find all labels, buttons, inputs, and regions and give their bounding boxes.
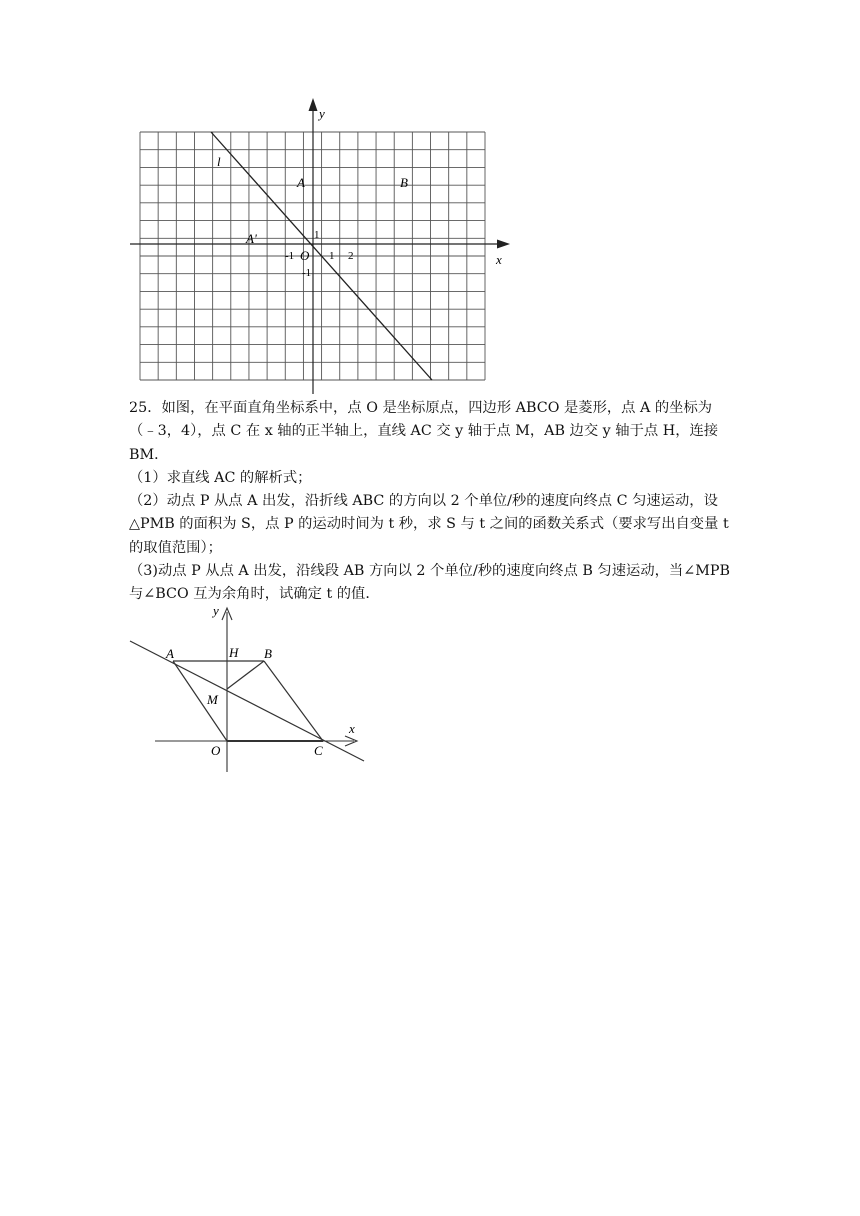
axis-label-y: y	[319, 106, 325, 121]
tick-label-y-neg1: -1	[302, 267, 312, 279]
point-label-C: C	[314, 743, 323, 758]
rhombus-figure	[128, 600, 368, 780]
problem-part-1: （1）求直线 AC 的解析式；	[129, 469, 312, 486]
point-label-O: O	[211, 743, 221, 758]
segment-OA	[173, 661, 227, 741]
coordinate-grid-figure	[128, 98, 514, 398]
problem-part-2: （2）动点 P 从点 A 出发，沿折线 ABC 的方向以 2 个单位/秒的速度向终点 C 匀速运动，设△PMB 的面积为 S，点 P 的运动时间为 t 秒，求 S 与 t 之间的函数关系式（要求写出自变量 t 的取值范围）；	[129, 493, 729, 556]
axis-label-y: y	[213, 603, 219, 618]
problem-intro: 25．如图，在平面直角坐标系中，点 O 是坐标原点，四边形 ABCO 是菱形，点 A 的坐标为（﹣3，4），点 C 在 x 轴的正半轴上，直线 AC 交 y 轴于点 M，AB 边交 y 轴于点 H，连接 BM．	[129, 400, 719, 463]
origin-label: O	[300, 248, 310, 263]
point-label-A: A	[297, 175, 305, 190]
tick-label-x-neg1: -1	[285, 250, 295, 262]
segment-BC	[264, 661, 323, 741]
tick-label-x-2: 2	[348, 250, 354, 262]
point-label-B: B	[400, 175, 408, 190]
tick-label-y-1: 1	[314, 229, 320, 241]
point-label-H: H	[229, 645, 239, 660]
point-label-B: B	[264, 646, 272, 661]
point-label-A-prime: A'	[246, 231, 257, 246]
axis-label-x: x	[496, 252, 502, 267]
y-axis-arrow-icon	[309, 98, 318, 111]
problem-statement	[129, 397, 733, 607]
axis-label-x: x	[349, 721, 355, 736]
segment-BM	[227, 661, 264, 689]
x-axis-arrow-icon	[497, 240, 510, 249]
tick-label-x-1: 1	[329, 250, 335, 262]
point-label-M: M	[207, 692, 218, 707]
line-label-l: l	[217, 154, 221, 169]
point-label-A: A	[166, 646, 174, 661]
problem-part-3: （3)动点 P 从点 A 出发，沿线段 AB 方向以 2 个单位/秒的速度向终点 B 匀速运动，当∠MPB 与∠BCO 互为余角时，试确定 t 的值．	[129, 563, 730, 603]
